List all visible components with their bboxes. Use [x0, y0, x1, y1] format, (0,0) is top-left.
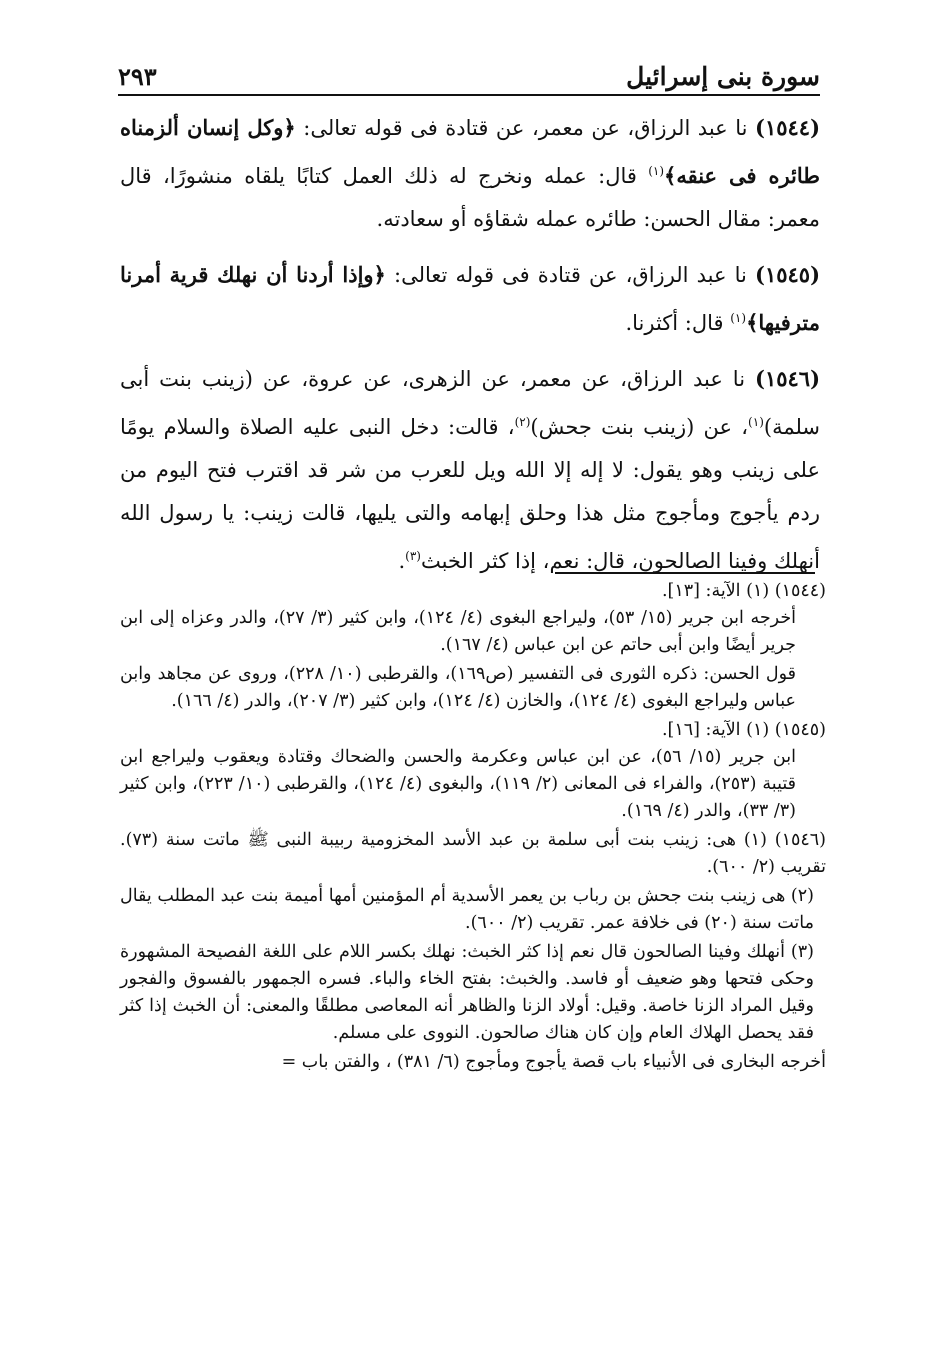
- hadith-number: (١٥٤٥): [755, 262, 820, 287]
- hadith-1544: [120, 106, 820, 241]
- hadith-number: (١٥٤٤): [755, 115, 820, 140]
- footnote-separator: [555, 572, 815, 574]
- page-number: ٢٩٣: [118, 61, 157, 91]
- hadith-1546: [120, 357, 820, 583]
- footnote-item: (٢) هى زينب بنت جحش بن رباب بن يعمر الأسدية أم المؤمنين أمها أميمة بنت عبد المطلب يقال ماتت سنة (٢٠) فى خلافة عمر. تقريب (٢/ ٦٠٠).: [120, 886, 814, 933]
- page-header: [118, 58, 820, 96]
- footnote-item: (٣) أنهلك وفينا الصالحون قال نعم إذا كثر الخبث: نهلك بكسر اللام على اللغة الفصيحة المشهورة وحكى فتحها وهو ضعيف أو فاسد. والخبث: بفتح الخاء والباء. فسره الجمهور بالفسوق والفجور وقيل المراد الزنا خاصة. وقيل: أولاد الزنا والظاهر أنه المعاصى مطلقًا والمعنى: أن الخبث إذا كثر فقد يحصل الهلاك العام وإن كان هناك صالحون. النووى على مسلم.: [120, 942, 814, 1043]
- footnote-ref: (٢): [514, 415, 531, 429]
- footnote-ref: (٣): [405, 549, 421, 563]
- hadith-text: ، قالت: دخل النبى عليه الصلاة والسلام يومًا على زينب وهو يقول: لا إله إلا الله ويل للعرب من شر قد اقترب فتح اليوم من ردم يأجوج ومأجوج مثل هذا وحلق إبهامه والتى يليها، قالت زينب: يا رسول الله أنهلك وفينا الصالحون، قال: نعم، إذا كثر الخبث: [120, 415, 820, 573]
- footnote-heading: (١٥٤٥) (١) الآية: [١٦].: [661, 720, 826, 740]
- hadith-text: قال: أكثرنا.: [625, 311, 731, 335]
- hadith-text: نا عبد الرزاق، عن معمر، عن قتادة فى قوله تعالى:: [295, 116, 755, 140]
- footnote-text: ابن جرير (١٥/ ٥٦)، عن ابن عباس وعكرمة والحسن والضحاك وقتادة ويعقوب وليراجع ابن قتيبة (٢٥٣)، والفراء فى المعانى (٢/ ١١٩)، والبغوى (٤/ ١٢٤)، والقرطبى (١٠/ ٢٢٣)، وابن كثير (٣/ ٣٣)، والدر (٤/ ١٦٩).: [120, 747, 797, 821]
- chapter-title: سورة بنى إسرائيل: [626, 61, 820, 91]
- footnote-ref: (١): [648, 164, 665, 178]
- footnote-text: قول الحسن: ذكره الثورى فى التفسير (ص١٦٩)، والقرطبى (١٠/ ٢٢٨)، وروى عن مجاهد وابن عباس وليراجع البغوى (٤/ ١٢٤)، والخازن (٤/ ١٢٤)، وابن كثير (٣/ ٢٠٧)، والدر (٤/ ١٦٦).: [120, 664, 796, 711]
- hadith-text: نا عبد الرزاق، عن قتادة فى قوله تعالى:: [385, 263, 755, 287]
- footnote-ref: (١): [748, 415, 764, 429]
- hadith-1545: [120, 253, 820, 345]
- footnote-1544: [120, 578, 826, 715]
- hadith-text: نا عبد الرزاق، عن معمر، عن الزهرى، عن عروة، عن (زينب بنت أبى سلمة): [120, 367, 821, 439]
- hadith-number: (١٥٤٦): [755, 366, 820, 391]
- footnote-ref: (١): [730, 311, 747, 325]
- footnote-1546: [120, 827, 826, 1076]
- quran-verse: ﴿وكل إنسان ألزمناه طائره فى عنقه﴾: [120, 115, 821, 188]
- hadith-text: .: [398, 549, 406, 573]
- hadith-text: قال: عمله ونخرج له ذلك العمل كتابًا يلقاه منشورًا، قال معمر: مقال الحسن: طائره عمله شقاؤه أو سعادته.: [120, 164, 820, 231]
- hadith-text: ، عن (زينب بنت جحش): [530, 415, 749, 439]
- footnote-item: أخرجه البخارى فى الأنبياء باب قصة يأجوج ومأجوج (٦/ ٣٨١) ، والفتن باب =: [281, 1052, 826, 1072]
- quran-verse: ﴿وإذا أردنا أن نهلك قرية أمرنا مترفيها﴾: [120, 262, 820, 335]
- footnote-heading: (١٥٤٤) (١) الآية: [١٣].: [661, 581, 826, 601]
- footnote-text: أخرجه ابن جرير (١٥/ ٥٣)، وليراجع البغوى (٤/ ١٢٤)، وابن كثير (٣/ ٢٧)، والدر وعزاه إلى ابن جرير أيضًا وابن أبى حاتم عن ابن عباس (٤/ ١٦٧).: [120, 608, 796, 655]
- footnote-item: (١٥٤٦) (١) هى: زينب بنت أبى سلمة بن عبد الأسد المخزومية ربيبة النبى ﷺ ماتت سنة (٧٣). تقريب (٢/ ٦٠٠).: [120, 830, 826, 877]
- footnotes: [120, 578, 826, 1078]
- main-text: [120, 106, 820, 595]
- footnote-1545: [120, 717, 826, 825]
